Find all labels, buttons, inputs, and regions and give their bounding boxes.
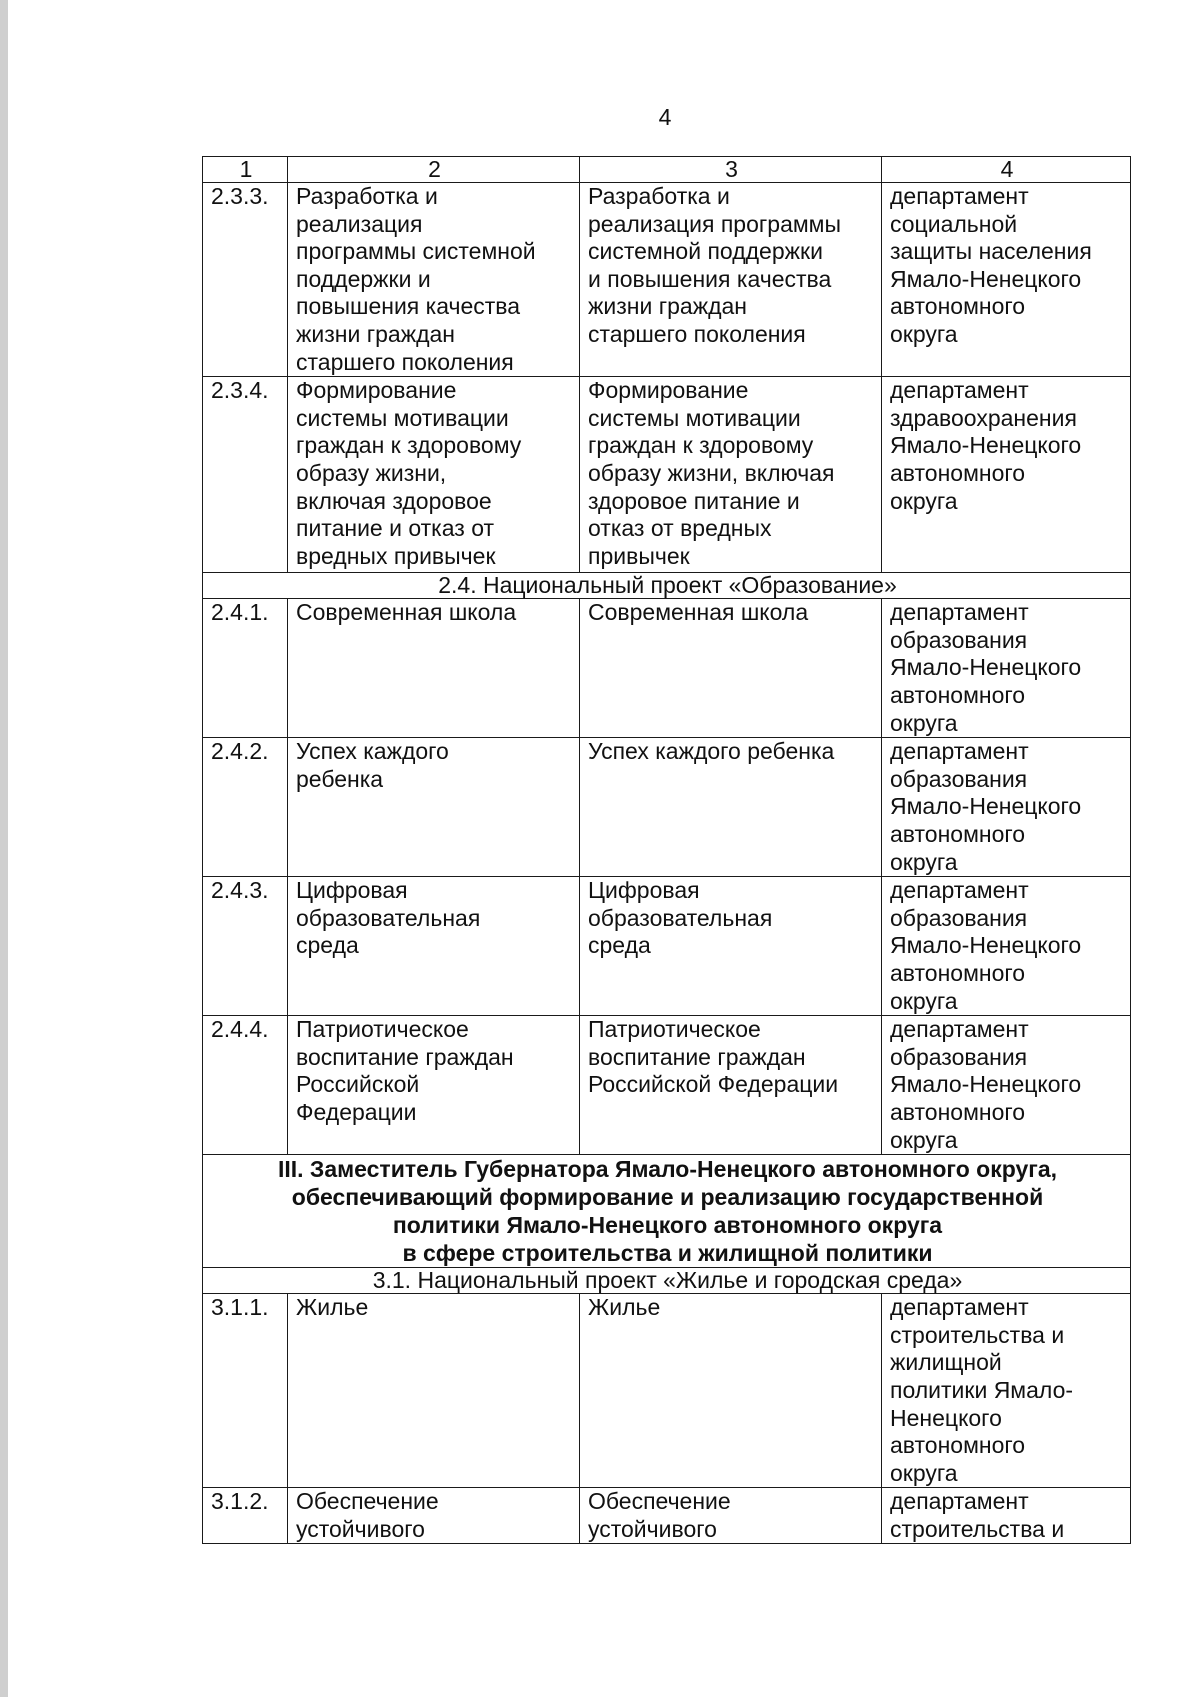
cell-line: реализация программы — [588, 210, 842, 237]
section-title: 2.4. Национальный проект «Образование» — [203, 573, 1131, 599]
cell-line: округа — [890, 320, 958, 347]
project-name-cell — [580, 1016, 882, 1155]
cell-line: здоровое питание и — [588, 487, 800, 514]
cell-line: среда — [296, 932, 359, 959]
measure-name-cell — [288, 1294, 580, 1488]
cell-line: жизни граждан — [588, 293, 747, 320]
cell-line: старшего поколения — [296, 348, 514, 375]
responsible-dept-cell — [882, 1488, 1131, 1544]
cell-line: образования — [890, 765, 1028, 792]
cell-line: Успех каждого ребенка — [588, 738, 835, 765]
row-number: 2.3.4. — [203, 377, 288, 573]
cell-line: Ямало-Ненецкого — [890, 432, 1082, 459]
cell-line: Российской — [296, 1071, 420, 1098]
cell-line: Патриотическое — [296, 1016, 469, 1043]
cell-line: округа — [890, 487, 958, 514]
cell-line: питание и отказ от — [296, 515, 495, 542]
cell-line: Формирование — [588, 377, 749, 404]
row-number: 2.4.1. — [203, 599, 288, 738]
cell-line: устойчивого — [588, 1515, 717, 1542]
document-table — [202, 156, 1131, 1544]
cell-line: Обеспечение — [588, 1488, 731, 1515]
cell-line: Формирование — [296, 377, 457, 404]
cell-line: граждан к здоровому — [296, 432, 522, 459]
cell-line: системы мотивации — [296, 404, 509, 431]
row-number: 2.4.2. — [203, 738, 288, 877]
cell-line: округа — [890, 709, 958, 736]
section-heading-line: III. Заместитель Губернатора Ямало-Ненецкого автономного округа, — [277, 1156, 1058, 1183]
column-header: 2 — [288, 157, 580, 183]
section-row — [203, 573, 1131, 599]
cell-line: программы системной — [296, 238, 536, 265]
cell-line: образу жизни, — [296, 459, 447, 486]
cell-line: политики Ямало- — [890, 1376, 1074, 1403]
measure-name-cell — [288, 599, 580, 738]
cell-line: старшего поколения — [588, 320, 806, 347]
cell-line: строительства и — [890, 1515, 1065, 1542]
cell-line: и повышения качества — [588, 265, 832, 292]
measure-name-cell — [288, 1488, 580, 1544]
section-heading — [203, 1155, 1131, 1268]
cell-line: строительства и — [890, 1321, 1065, 1348]
responsible-dept-cell — [882, 738, 1131, 877]
cell-line: департамент — [890, 183, 1029, 209]
section-heading-line: в сфере строительства и жилищной политики — [402, 1240, 933, 1267]
cell-line: социальной — [890, 210, 1018, 237]
responsible-dept-cell — [882, 1016, 1131, 1155]
cell-line: Разработка и — [588, 183, 730, 209]
measure-name-cell — [288, 877, 580, 1016]
row-number: 2.3.3. — [203, 183, 288, 377]
table-row — [203, 1016, 1131, 1155]
section-heading-line: политики Ямало-Ненецкого автономного округа — [392, 1212, 943, 1239]
cell-line: образования — [890, 626, 1028, 653]
table-row — [203, 377, 1131, 573]
cell-line: Жилье — [588, 1294, 661, 1321]
cell-line: повышения качества — [296, 293, 521, 320]
row-number: 2.4.3. — [203, 877, 288, 1016]
cell-line: граждан к здоровому — [588, 432, 814, 459]
cell-line: здравоохранения — [890, 404, 1077, 431]
cell-line: Ямало-Ненецкого — [890, 932, 1082, 959]
cell-line: Патриотическое — [588, 1016, 761, 1043]
cell-line: округа — [890, 987, 958, 1014]
cell-line: системы мотивации — [588, 404, 801, 431]
cell-line: Успех каждого — [296, 738, 449, 765]
cell-line: департамент — [890, 738, 1029, 765]
cell-line: департамент — [890, 1294, 1029, 1321]
cell-line: среда — [588, 932, 651, 959]
column-header: 1 — [203, 157, 288, 183]
cell-line: ребенка — [296, 765, 384, 792]
measure-name-cell — [288, 1016, 580, 1155]
cell-line: образования — [890, 1043, 1028, 1070]
cell-line: Российской Федерации — [588, 1071, 839, 1098]
cell-line: Современная школа — [588, 599, 809, 626]
cell-line: поддержки и — [296, 265, 431, 292]
table-row — [203, 1294, 1131, 1488]
project-name-cell — [580, 377, 882, 573]
cell-line: Цифровая — [588, 877, 700, 904]
table-header-row — [203, 157, 1131, 183]
cell-line: Цифровая — [296, 877, 408, 904]
cell-line: Обеспечение — [296, 1488, 439, 1515]
project-name-cell — [580, 183, 882, 377]
cell-line: округа — [890, 1126, 958, 1153]
cell-line: автономного — [890, 681, 1026, 708]
cell-line: воспитание граждан — [296, 1043, 514, 1070]
page-number: 4 — [658, 104, 672, 130]
cell-line: образовательная — [296, 904, 481, 931]
project-name-cell — [580, 1294, 882, 1488]
cell-line: жилищной — [890, 1349, 1002, 1376]
table-row — [203, 1488, 1131, 1544]
measure-name-cell — [288, 377, 580, 573]
cell-line: автономного — [890, 459, 1026, 486]
project-name-cell — [580, 599, 882, 738]
cell-line: округа — [890, 1459, 958, 1486]
section-heading-line: обеспечивающий формирование и реализацию государственной — [291, 1184, 1044, 1211]
cell-line: Современная школа — [296, 599, 517, 626]
cell-line: Ямало-Ненецкого — [890, 654, 1082, 681]
cell-line: департамент — [890, 1488, 1029, 1515]
section-row — [203, 1268, 1131, 1294]
project-name-cell — [580, 1488, 882, 1544]
cell-line: Ненецкого — [890, 1404, 1002, 1431]
responsible-dept-cell — [882, 599, 1131, 738]
cell-line: автономного — [890, 293, 1026, 320]
measure-name-cell — [288, 183, 580, 377]
cell-line: образования — [890, 904, 1028, 931]
measure-name-cell — [288, 738, 580, 877]
cell-line: образу жизни, включая — [588, 459, 835, 486]
cell-line: департамент — [890, 377, 1029, 404]
cell-line: отказ от вредных — [588, 515, 772, 542]
cell-line: образовательная — [588, 904, 773, 931]
cell-line: департамент — [890, 599, 1029, 626]
column-header: 3 — [580, 157, 882, 183]
cell-line: Ямало-Ненецкого — [890, 265, 1082, 292]
project-name-cell — [580, 738, 882, 877]
cell-line: устойчивого — [296, 1515, 425, 1542]
responsible-dept-cell — [882, 377, 1131, 573]
cell-line: воспитание граждан — [588, 1043, 806, 1070]
cell-line: системной поддержки — [588, 238, 823, 265]
column-header: 4 — [882, 157, 1131, 183]
scan-left-edge — [0, 0, 8, 1697]
cell-line: автономного — [890, 1432, 1026, 1459]
responsible-dept-cell — [882, 877, 1131, 1016]
section-title: 3.1. Национальный проект «Жилье и городская среда» — [203, 1268, 1131, 1294]
cell-line: реализация — [296, 210, 423, 237]
cell-line: Ямало-Ненецкого — [890, 1071, 1082, 1098]
cell-line: Ямало-Ненецкого — [890, 793, 1082, 820]
table-row — [203, 183, 1131, 377]
cell-line: включая здоровое — [296, 487, 492, 514]
cell-line: вредных привычек — [296, 542, 496, 569]
responsible-dept-cell — [882, 183, 1131, 377]
row-number: 2.4.4. — [203, 1016, 288, 1155]
table-row — [203, 877, 1131, 1016]
cell-line: Разработка и — [296, 183, 438, 209]
cell-line: департамент — [890, 877, 1029, 904]
table-row — [203, 738, 1131, 877]
cell-line: автономного — [890, 1098, 1026, 1125]
cell-line: защиты населения — [890, 238, 1092, 265]
cell-line: Жилье — [296, 1294, 369, 1321]
cell-line: департамент — [890, 1016, 1029, 1043]
cell-line: автономного — [890, 959, 1026, 986]
row-number: 3.1.2. — [203, 1488, 288, 1544]
row-number: 3.1.1. — [203, 1294, 288, 1488]
cell-line: округа — [890, 848, 958, 875]
cell-line: автономного — [890, 820, 1026, 847]
table-row — [203, 599, 1131, 738]
cell-line: жизни граждан — [296, 320, 455, 347]
project-name-cell — [580, 877, 882, 1016]
responsible-dept-cell — [882, 1294, 1131, 1488]
cell-line: привычек — [588, 542, 690, 569]
section-row — [203, 1155, 1131, 1268]
cell-line: Федерации — [296, 1098, 417, 1125]
